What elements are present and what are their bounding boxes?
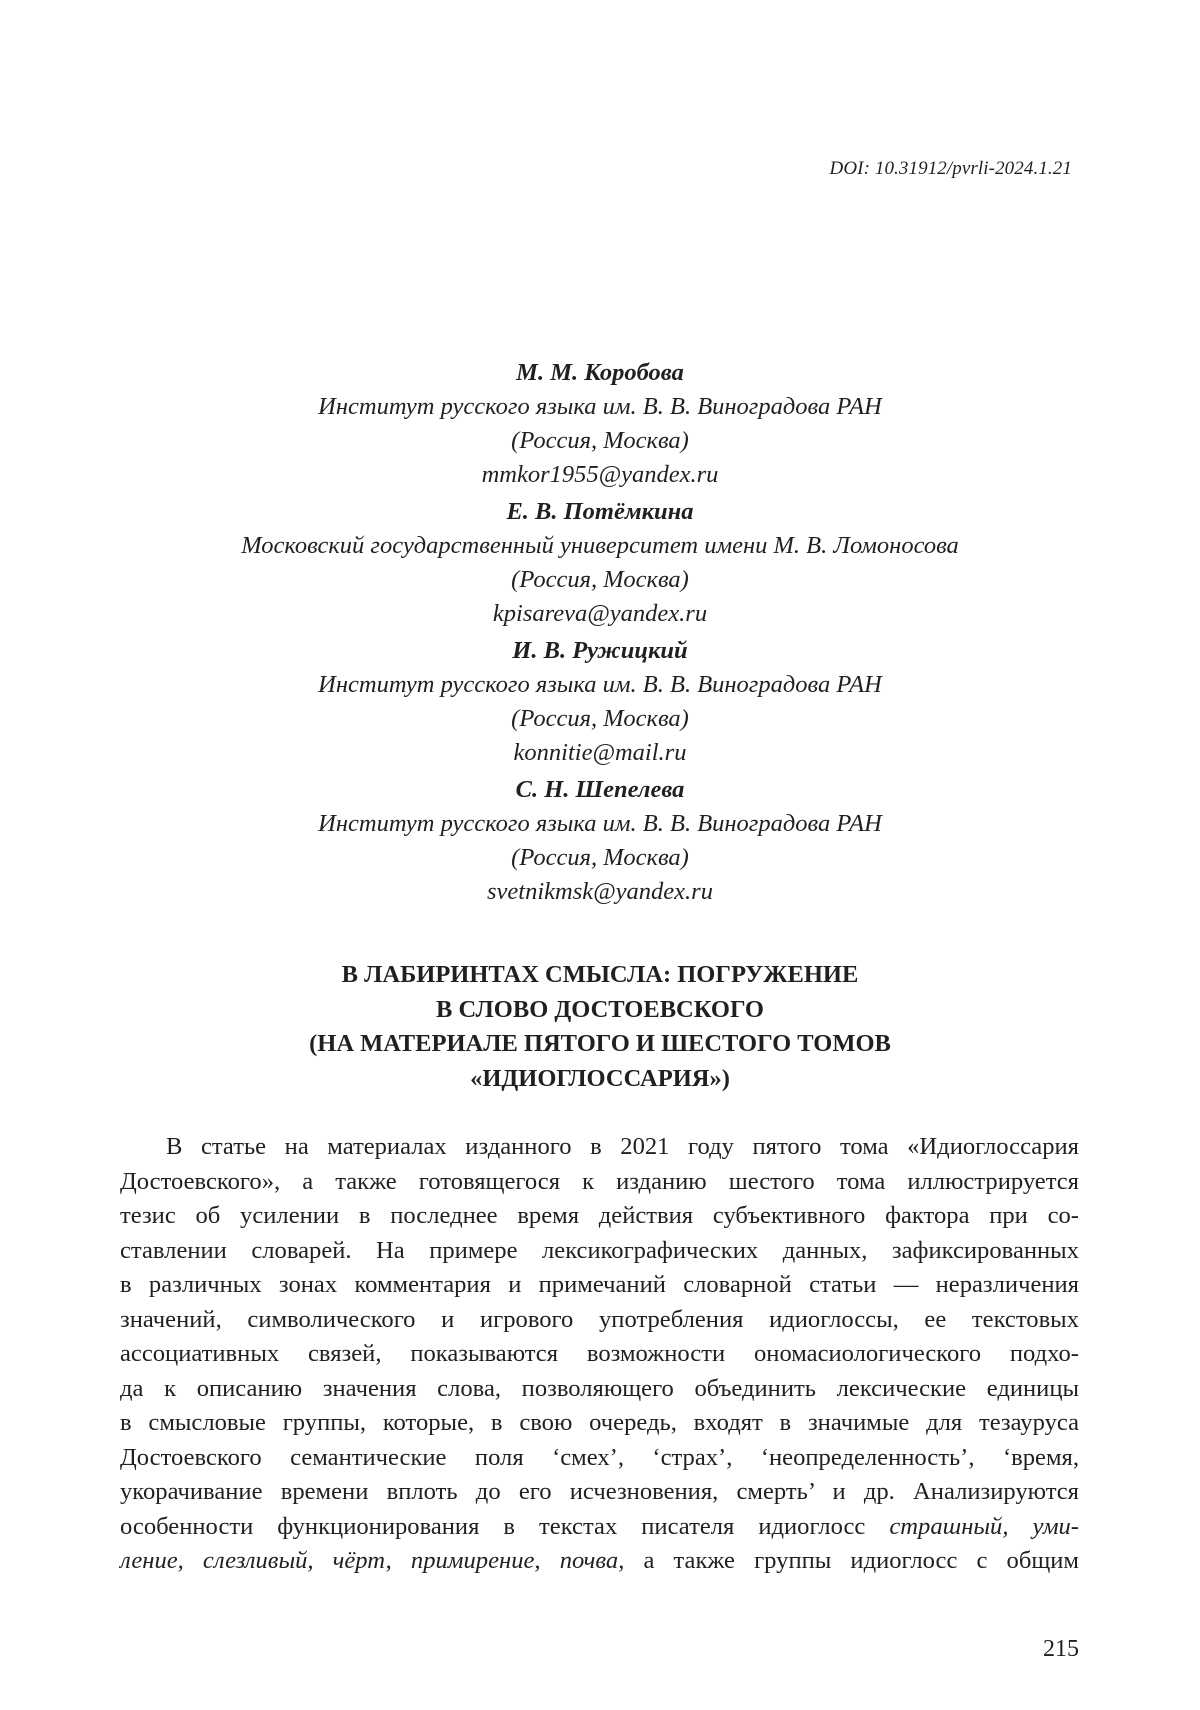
author-email[interactable]: konnitie@mail.ru <box>513 739 687 766</box>
abstract-line: В статье на материалах изданного в 2021 году пятого тома «Идиоглоссария <box>166 1133 1079 1160</box>
author-email[interactable]: mmkor1955@yandex.ru <box>481 461 719 488</box>
author-affiliation: Институт русского языка им. В. В. Виноградова РАН <box>318 671 882 698</box>
author-location: (Россия, Москва) <box>511 427 689 454</box>
title-line: В СЛОВО ДОСТОЕВСКОГО <box>436 995 764 1023</box>
author-name: Е. В. Потёмкина <box>506 498 694 525</box>
abstract-line: Достоевского», а также готовящегося к изданию шестого тома иллюстрируется <box>120 1167 1079 1195</box>
author-email[interactable]: svetnikmsk@yandex.ru <box>487 878 713 905</box>
idiogloss-term: страшный, уми- <box>889 1512 1080 1540</box>
abstract-line: ставлении словарей. На примере лексикографических данных, зафиксированных <box>120 1236 1079 1264</box>
author-affiliation: Институт русского языка им. В. В. Виноградова РАН <box>318 810 882 837</box>
abstract-line: тезис об усилении в последнее время действия субъективного фактора при со- <box>120 1202 1079 1229</box>
author-block <box>120 495 1080 631</box>
author-name: М. М. Коробова <box>516 359 684 386</box>
abstract <box>120 1130 1079 1579</box>
title-line: (НА МАТЕРИАЛЕ ПЯТОГО И ШЕСТОГО ТОМОВ <box>309 1030 891 1057</box>
author-location: (Россия, Москва) <box>511 566 689 593</box>
author-name: И. В. Ружицкий <box>512 637 688 664</box>
title-line: В ЛАБИРИНТАХ СМЫСЛА: ПОГРУЖЕНИЕ <box>341 961 859 988</box>
abstract-text: особенности функционирования в текстах писателя идиоглосс <box>120 1512 890 1540</box>
author-location: (Россия, Москва) <box>511 844 689 871</box>
abstract-line: значений, символического и игрового употребления идиоглоссы, ее текстовых <box>120 1305 1079 1333</box>
doi-label[interactable]: DOI: 10.31912/pvrli-2024.1.21 <box>829 158 1072 179</box>
idiogloss-term: ление, слезливый, чёрт, примирение, почва <box>120 1547 619 1574</box>
abstract-line: да к описанию значения слова, позволяющего объединить лексические единицы <box>120 1374 1079 1402</box>
article-title <box>120 958 1080 1096</box>
abstract-line: в смысловые группы, которые, в свою очередь, входят в значимые для тезауруса <box>120 1409 1079 1436</box>
author-location: (Россия, Москва) <box>511 705 689 732</box>
author-email[interactable]: kpisareva@yandex.ru <box>492 600 708 627</box>
abstract-line: Достоевского семантические поля ‘смех’, ‘страх’, ‘неопределенность’, ‘время, <box>120 1443 1079 1471</box>
author-affiliation: Московский государственный университет имени М. В. Ломоносова <box>241 532 959 559</box>
page-number: 215 <box>1043 1636 1079 1662</box>
abstract-line: в различных зонах комментария и примечаний словарной статьи — неразличения <box>120 1271 1079 1298</box>
author-block <box>120 634 1080 770</box>
abstract-line: укорачивание времени вплоть до его исчезновения, смерть’ и др. Анализируются <box>120 1478 1079 1505</box>
author-block <box>120 773 1080 909</box>
abstract-line <box>120 1544 1079 1579</box>
abstract-line <box>120 1510 1079 1545</box>
author-affiliation: Институт русского языка им. В. В. Виноградова РАН <box>318 393 882 420</box>
abstract-text: , а также группы идиоглосс с общим <box>618 1547 1080 1574</box>
author-block <box>120 356 1080 492</box>
title-line: «ИДИОГЛОССАРИЯ») <box>470 1064 730 1092</box>
abstract-line: ассоциативных связей, показываются возможности ономасиологического подхо- <box>120 1340 1079 1367</box>
author-name: С. Н. Шепелева <box>515 776 685 803</box>
author-list <box>120 356 1080 912</box>
